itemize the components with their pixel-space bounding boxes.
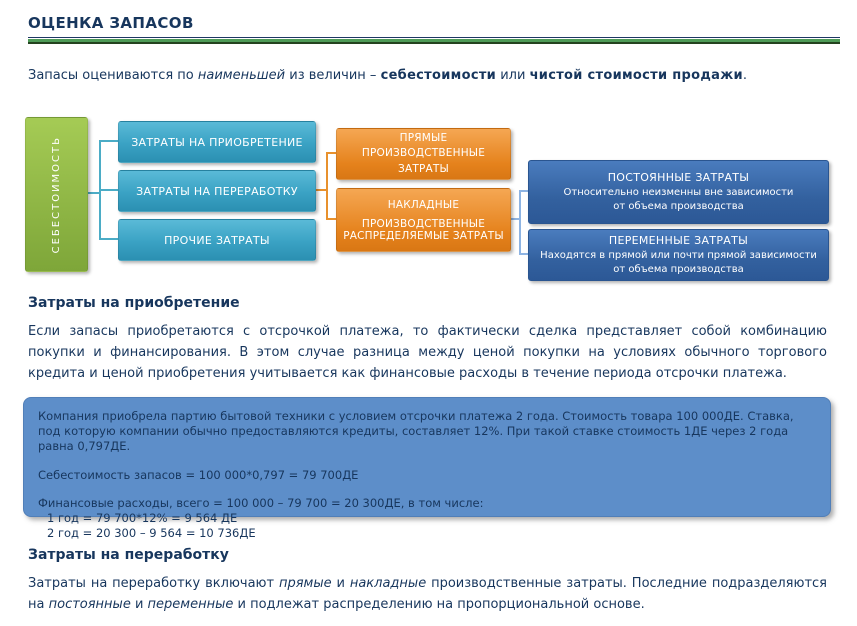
example-line-1: Компания приобрела партию бытовой техники с условием отсрочки платежа 2 года. Стоимость товара 100 000ДЕ. Ставка, под которую компании обычно предоставляются кредиты, составляет 12%. При такой ставке стоимость 1ДЕ через 2 года равна 0,797ДЕ. (38, 409, 794, 454)
acquisition-paragraph: Если запасы приобретаются с отсрочкой платежа, то фактически сделка представляет собой комбинацию покупки и финансирования. В этом случае разница между ценой покупки на условиях обычного торгового кредита и ценой приобретения учитывается как финансовые расходы в течение периода отсрочки платежа. (28, 324, 827, 381)
connector-stub-processing (101, 189, 118, 191)
processing-segment: Затраты на переработку включают (28, 576, 279, 591)
box-desc-line: Относительно неизменны вне зависимости (563, 186, 794, 198)
example-line-3: Финансовые расходы, всего = 100 000 – 79 700 = 20 300ДЕ, в том числе: (38, 495, 484, 510)
processing-segment-italic: накладные (349, 576, 427, 591)
connector-overhead-bracket (519, 190, 521, 255)
processing-segment: и (130, 596, 148, 612)
diagram-box-fixed-costs (528, 160, 829, 224)
intro-segment: Запасы оцениваются по (28, 68, 198, 83)
example-line-2: Себестоимость запасов = 100 000*0,797 = 79 700ДЕ (38, 467, 359, 482)
box-line: ЗАТРАТЫ (398, 162, 449, 175)
section-heading-processing: Затраты на переработку (28, 547, 229, 563)
intro-segment: . (742, 68, 747, 83)
diagram-box-variable-costs (528, 229, 829, 281)
box-line: ПРОИЗВОДСТВЕННЫЕ (361, 218, 486, 231)
connector-stub-other (101, 238, 118, 240)
processing-segment-italic: постоянные (48, 596, 131, 612)
box-line: ПРОИЗВОДСТВЕННЫЕ (361, 147, 486, 160)
processing-paragraph (28, 574, 827, 616)
box-desc-line: Находятся в прямой или почти прямой зависимости (540, 249, 817, 261)
diagram-box-cost-root-label: СЕБЕСТОИМОСТЬ (51, 135, 62, 254)
diagram-box-acquisition-costs: ЗАТРАТЫ НА ПРИОБРЕТЕНИЕ (118, 121, 316, 163)
processing-segment: производственные затраты. Последние подразделяются на (28, 576, 827, 612)
diagram-box-cost-root (25, 117, 88, 272)
box-desc-line: от объема производства (613, 263, 744, 275)
example-box (23, 397, 831, 541)
box-title: ПЕРЕМЕННЫЕ ЗАТРАТЫ (608, 233, 749, 247)
box-line: РАСПРЕДЕЛЯЕМЫЕ ЗАТРАТЫ (343, 230, 504, 243)
diagram-box-other-costs: ПРОЧИЕ ЗАТРАТЫ (118, 219, 316, 261)
intro-segment: из величин – (285, 68, 381, 83)
page-title: ОЦЕНКА ЗАПАСОВ (28, 14, 194, 32)
intro-segment-italic: наименьшей (197, 68, 286, 83)
processing-segment-italic: переменные (147, 596, 234, 612)
connector-processing-bracket (326, 152, 328, 220)
connector-stub-variable (521, 253, 528, 255)
box-title: ПОСТОЯННЫЕ ЗАТРАТЫ (607, 170, 750, 184)
intro-segment-bold: себестоимости (380, 68, 497, 83)
intro-segment-bold: чистой стоимости продажи (529, 68, 743, 83)
example-line-4: 1 год = 79 700*12% = 9 564 ДЕ (47, 510, 238, 525)
connector-stub-acquisition (101, 140, 118, 142)
diagram-box-overhead-production-costs (336, 188, 511, 252)
intro-text (28, 66, 833, 86)
box-line: НАКЛАДНЫЕ (387, 198, 460, 211)
title-divider (28, 37, 840, 44)
connector-stub-direct (328, 152, 336, 154)
processing-segment: и (331, 576, 350, 591)
processing-segment: и подлежат распределению на пропорциональной основе. (233, 596, 645, 612)
intro-segment: или (496, 68, 530, 83)
section-heading-acquisition: Затраты на приобретение (28, 295, 240, 311)
processing-segment-italic: прямые (278, 576, 332, 591)
example-line-5: 2 год = 20 300 – 9 564 = 10 736ДЕ (47, 526, 256, 541)
diagram-box-direct-production-costs (336, 128, 511, 180)
diagram-box-processing-costs: ЗАТРАТЫ НА ПЕРЕРАБОТКУ (118, 170, 316, 212)
connector-stub-fixed (521, 190, 528, 192)
box-line: ПРЯМЫЕ (399, 132, 448, 145)
connector-stub-overhead (328, 218, 336, 220)
box-desc-line: от объема производства (613, 200, 744, 212)
